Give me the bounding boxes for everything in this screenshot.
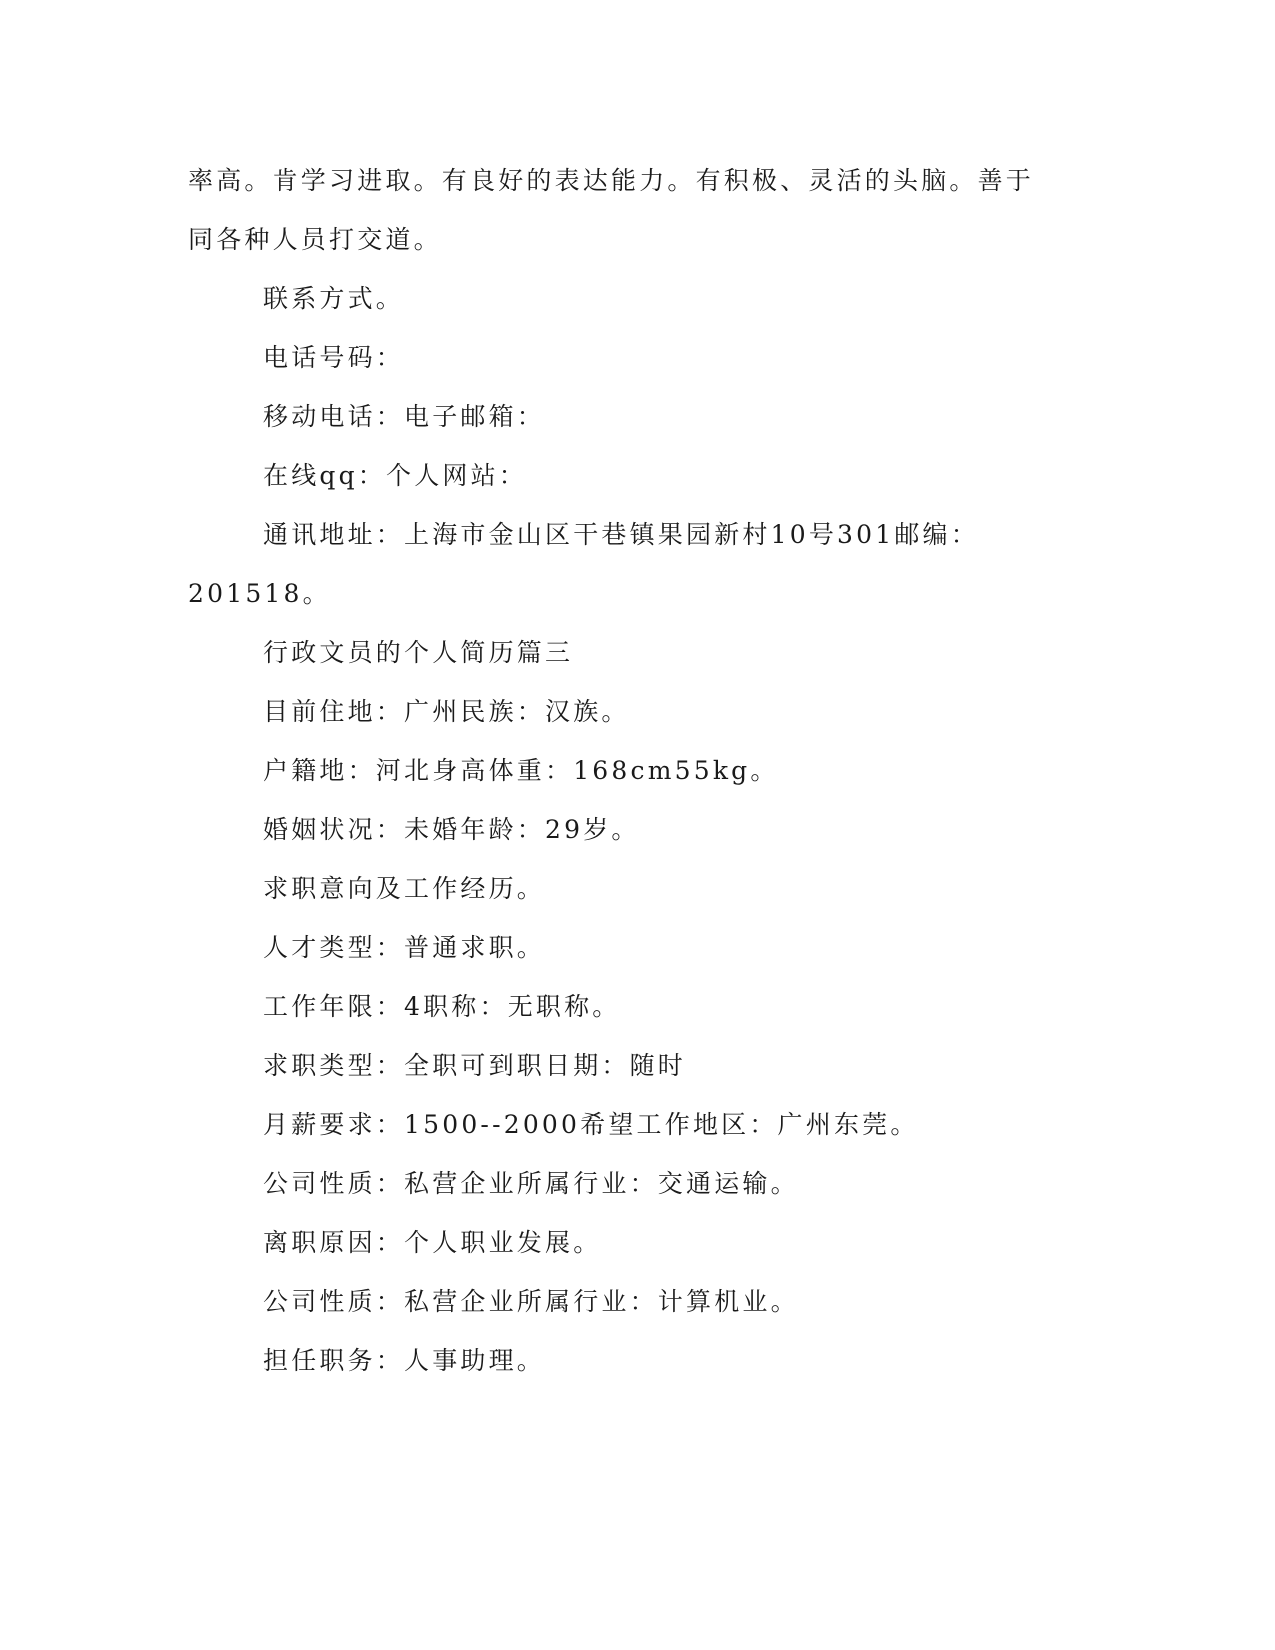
work-years-line: 工作年限：4职称：无职称。 (263, 992, 621, 1021)
phone-line: 电话号码： (263, 343, 405, 372)
company-nature-line: 公司性质：私营企业所属行业：计算机业。 (263, 1287, 799, 1316)
company-nature-line: 公司性质：私营企业所属行业：交通运输。 (263, 1169, 799, 1198)
section-title: 行政文员的个人简历篇三 (263, 638, 574, 667)
salary-line: 月薪要求：1500--2000希望工作地区：广州东莞。 (263, 1110, 919, 1139)
job-type-line: 求职类型：全职可到职日期：随时 (263, 1051, 687, 1080)
qq-website-line: 在线qq：个人网站： (263, 461, 528, 490)
paragraph-line: 率高。肯学习进取。有良好的表达能力。有积极、灵活的头脑。善于 (188, 166, 1035, 195)
hometown-line: 户籍地：河北身高体重：168cm55kg。 (263, 756, 779, 785)
talent-type-line: 人才类型：普通求职。 (263, 933, 546, 962)
postcode-line: 201518。 (188, 579, 331, 608)
marital-age-line: 婚姻状况：未婚年龄：29岁。 (263, 815, 640, 844)
paragraph-line: 同各种人员打交道。 (188, 225, 442, 254)
leave-reason-line: 离职原因：个人职业发展。 (263, 1228, 602, 1257)
residence-line: 目前住地：广州民族：汉族。 (263, 697, 630, 726)
section-heading-contact: 联系方式。 (263, 284, 405, 313)
position-line: 担任职务：人事助理。 (263, 1346, 546, 1375)
mobile-email-line: 移动电话：电子邮箱： (263, 402, 546, 431)
address-line: 通讯地址：上海市金山区干巷镇果园新村10号301邮编： (263, 520, 979, 549)
section-heading-job: 求职意向及工作经历。 (263, 874, 546, 903)
